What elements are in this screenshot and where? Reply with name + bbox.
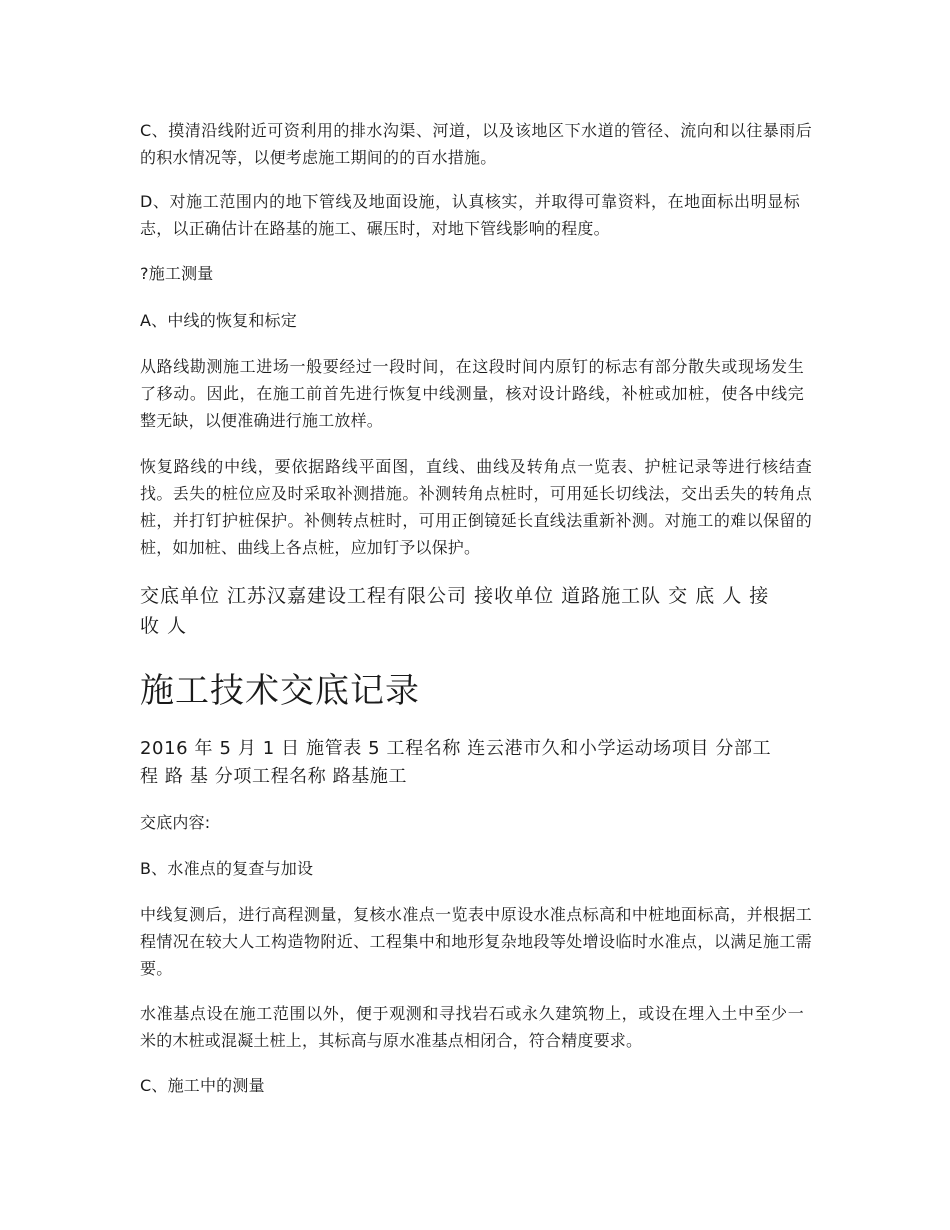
centerline-paragraph-1: 从路线勘测施工进场一般要经过一段时间，在这段时间内原钉的标志有部分散失或现场发生了移动。因此，在施工前首先进行恢复中线测量，核对设计路线，补桩或加桩，使各中线完整无缺，以便准确进行施工放样。 (140, 357, 804, 430)
record-title: 施工技术交底记录 (140, 671, 420, 711)
construction-survey-heading: C、施工中的测量 (140, 1076, 265, 1095)
item-c-drainage: C、摸清沿线附近可资利用的排水沟渠、河道，以及该地区下水道的管径、流向和以往暴雨后的积水情况等，以便考虑施工期间的的百水措施。 (140, 121, 812, 167)
centerline-heading: A、中线的恢复和标定 (140, 311, 297, 330)
benchmark-paragraph-2: 水准基点设在施工范围以外，便于观测和寻找岩石或永久建筑物上，或设在埋入土中至少一米的木桩或混凝土桩上，其标高与原水准基点相闭合，符合精度要求。 (140, 1004, 804, 1050)
record-meta-line-2: 程 路 基 分项工程名称 路基施工 (140, 766, 408, 787)
benchmark-paragraph-1: 中线复测后，进行高程测量，复核水准点一览表中原设水准点标高和中桩地面标高，并根据工程情况在较大人工构造物附近、工程集中和地形复杂地段等处增设临时水准点，以满足施工需要。 (140, 905, 812, 978)
benchmark-heading: B、水准点的复查与加设 (140, 859, 314, 878)
content-label: 交底内容: (140, 813, 211, 832)
survey-heading: ?施工测量 (140, 264, 214, 283)
signoff-line-1: 交底单位 江苏汉嘉建设工程有限公司 接收单位 道路施工队 交 底 人 接 (140, 585, 770, 607)
record-meta-line-1: 2016 年 5 月 1 日 施管表 5 工程名称 连云港市久和小学运动场项目 分部工 (140, 738, 772, 759)
signoff-line-2: 收 人 (140, 615, 188, 637)
item-d-pipelines: D、对施工范围内的地下管线及地面设施，认真核实，并取得可靠资料，在地面标出明显标志，以正确估计在路基的施工、碾压时，对地下管线影响的程度。 (140, 192, 800, 238)
centerline-paragraph-2: 恢复路线的中线，要依据路线平面图，直线、曲线及转角点一览表、护桩记录等进行核结查找。丢失的桩位应及时采取补测措施。补测转角点桩时，可用延长切线法，交出丢失的转角点桩，并打钉护桩保护。补侧转点桩时，可用正倒镜延长直线法重新补测。对施工的难以保留的桩，如加桩、曲线上各点桩，应加钉予以保护。 (140, 457, 812, 557)
